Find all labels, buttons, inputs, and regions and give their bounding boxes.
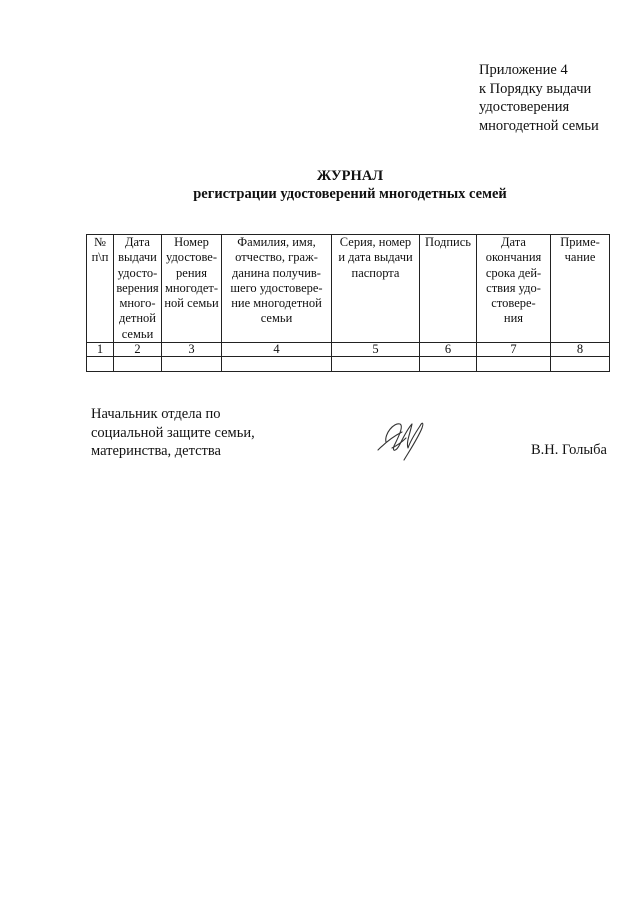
column-number: 4 xyxy=(222,343,332,357)
table-row xyxy=(87,357,610,372)
signer-position-line: социальной защите семьи, xyxy=(91,424,255,441)
header-cell-expiry-date: Дата окончания срока дей- ствия удо- стовере- ния xyxy=(477,235,551,343)
header-cell-full-name: Фамилия, имя, отчество, граж- данина получив- шего удостовере- ние многодетной семьи xyxy=(222,235,332,343)
appendix-note xyxy=(479,61,599,135)
column-number: 5 xyxy=(332,343,420,357)
appendix-line: к Порядку выдачи xyxy=(479,80,592,97)
appendix-line: многодетной семьи xyxy=(479,117,599,134)
column-number: 7 xyxy=(477,343,551,357)
header-cell-certificate-number: Номер удостове- рения многодет- ной семьи xyxy=(162,235,222,343)
empty-cell xyxy=(222,357,332,372)
column-number: 3 xyxy=(162,343,222,357)
signer-name: В.Н. Голыба xyxy=(531,442,607,458)
registration-journal-table xyxy=(86,234,610,372)
signer-position-line: материнства, детства xyxy=(91,443,221,459)
column-number: 8 xyxy=(551,343,610,357)
document-title: ЖУРНАЛ xyxy=(316,168,384,184)
header-cell-signature: Подпись xyxy=(420,235,477,343)
signer-position-line: Начальник отдела по xyxy=(91,406,221,422)
empty-cell xyxy=(420,357,477,372)
column-number: 6 xyxy=(420,343,477,357)
empty-cell xyxy=(477,357,551,372)
header-cell-number: № п\п xyxy=(87,235,114,343)
header-cell-issue-date: Дата выдачи удосто- верения много- детной семьи xyxy=(114,235,162,343)
column-number-row xyxy=(87,343,610,357)
table-header-row xyxy=(87,235,610,343)
empty-cell xyxy=(551,357,610,372)
empty-cell xyxy=(332,357,420,372)
appendix-line: удостоверения xyxy=(479,99,570,115)
empty-cell xyxy=(162,357,222,372)
column-number: 1 xyxy=(87,343,114,357)
signature-icon xyxy=(372,412,434,466)
signer-position xyxy=(91,405,255,461)
empty-cell xyxy=(114,357,162,372)
empty-cell xyxy=(87,357,114,372)
column-number: 2 xyxy=(114,343,162,357)
header-cell-passport: Серия, номер и дата выдачи паспорта xyxy=(332,235,420,343)
appendix-line: Приложение 4 xyxy=(479,62,568,78)
document-subtitle: регистрации удостоверений многодетных семей xyxy=(193,186,507,202)
header-cell-note: Приме- чание xyxy=(551,235,610,343)
